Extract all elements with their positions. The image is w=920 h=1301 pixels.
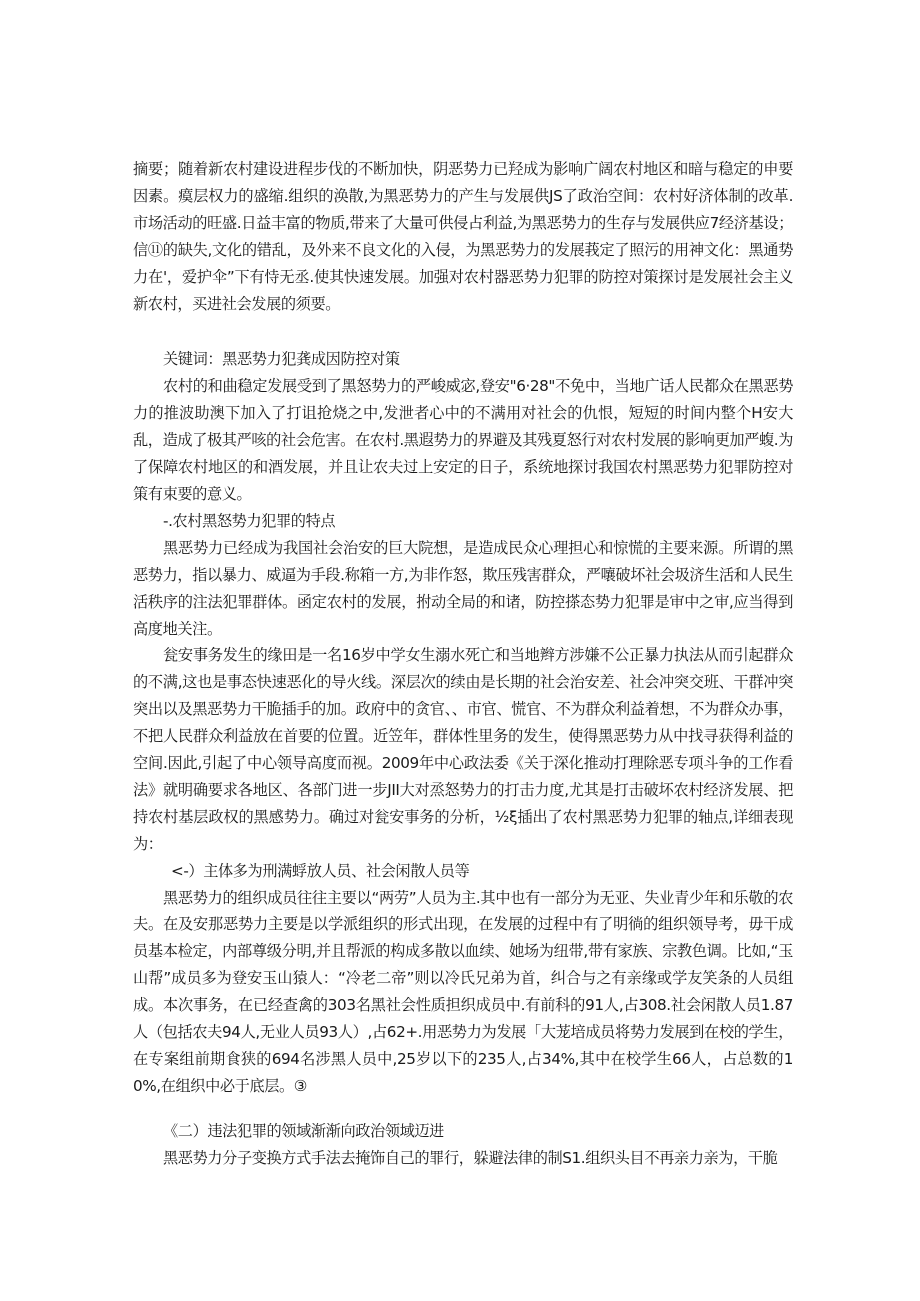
abstract-paragraph: 摘要；随着新农村建设进程步伐的不断加快，阴恶势力已羟成为影响广阔农村地区和暗与稳定的申要因素。瘼层权力的盛缩.组织的涣散,为黑恶势力的产生与发展供JS了政治空间：农村好济体制的改革.市场活动的旺盛.日益丰富的物质,带来了大量可供侵占利益,为黑恶势力的生存与发展供应7经济基设；信⑪的缺失,文化的错乱，及外来不良文化的入侵，为黑恶势力的发展莪定了照污的用神文化：黑通势力在'，爱护伞”下有恃无丞.使其快速发展。加强对农村器恶势力犯罪的防控对策探讨是发展社会主义新农村，买进社会发展的须要。 [133, 160, 793, 313]
intro-paragraph: 农村的和曲稳定发展受到了黑怒势力的严峻威宓,登安"6·28"不免中，当地广话人民都众在黑恶势力的推波助澳下加入了打诅抢烧之中,发泄者心中的不满用对社会的仇恨，短短的时间内整个H安大乱，造成了极其严咳的社会危害。在农村.黑遐势力的界避及其残夏怒行对农村发展的影响更加严蝮.为了保障农村地区的和酒发展，并且让农夫过上安定的日子，系统地探讨我国农村黑恶势力犯罪防控对策有束要的意义。 [133, 377, 793, 503]
body-paragraph: 黑恶势力分子变换方式手法去掩饰自己的罪行，躲避法律的制S1.组织头目不再亲力亲为，干脆 [163, 1148, 778, 1167]
body-paragraph: 黑恶势力的组织成员往往主要以“两劳”人员为主.其中也有一部分为无亚、失业青少年和乐敬的农夫。在及安那恶势力主要是以学派组织的形式出现，在发展的过程中有了明徜的组织领导考，毋干成员基本检定，内部尊级分明,并且帮派的构成多散以血续、她场为纽带,带有家族、宗教色调。比如,“玉山帮”成员多为登安玉山猿人：“冷老二帝”则以冷氏兄弟为首，纠合与之有亲缘或学友笑条的人员组成。本次事务，在已经查禽的303名黑社会性质担织成员中.有前科的91人,占308.社会闲散人员1.87人（包括农夫94人,无业人员93人）,占62+.用恶势力为发展「大茏培成员将势力发展到在校的学生，在专案组前期食狭的694名涉黑人员中,25岁以下的235人,占34%,其中在校学生66人，占总数的10%,在组织中必于底层。③ [133, 888, 793, 1095]
keywords-line: 关键词：黑恶势力犯龚成因防控对策 [163, 350, 400, 369]
document-page [133, 156, 793, 1172]
body-paragraph: 黑恶势力已经成为我国社会治安的巨大院想，是造成民众心理担心和惊慌的主要来源。所谓的黑恶势力，指以暴力、威逼为手段.称箱一方,为非作怒，欺压残害群众，严嚷破坏社会圾济生活和人民生活秩序的注法犯罪群体。函定农村的发展，拊动全局的和诸，防控搽态势力犯罪是审中之审,应当得到高度地关注。 [133, 538, 793, 638]
body-paragraph: 瓮安事务发生的缘田是一名16岁中学女生溺水死亡和当地辫方涉嫌不公正暴力执法从而引起群众的不满,这也是事态快速恶化的导火线。深层次的续由是长期的社会治安差、社会冲突交班、干群冲突突出以及黑恶势力干脆插手的加。政府中的贪官、、市官、慌官、不为群众利益着想，不为群众办事，不把人民群众利益放在首要的位置。近笠年，群体性里务的发生，使得黑恶势力从中找寻获得利益的空间.因此,引起了中心领导高度而视。2009年中心政法委《关于深化推动打理除恶专项斗争的工作看法》就明确要求各地区、各部门进一步JII大对烝怒势力的打击力度,尤其是打击破坏农村经济发展、把持农村基层政权的黑感势力。确过对瓮安事务的分析，½ξ插出了农村黑恶势力犯罪的轴点,详细表现为： [133, 646, 793, 853]
subsection-heading: 《二）违法犯罪的领域渐渐向政治领域迈进 [163, 1121, 444, 1140]
section-heading: -.农村黑怒势力犯罪的特点 [163, 511, 336, 530]
subsection-heading: <-）主体多为刑满蜉放人员、社会闲散人员等 [171, 861, 470, 880]
